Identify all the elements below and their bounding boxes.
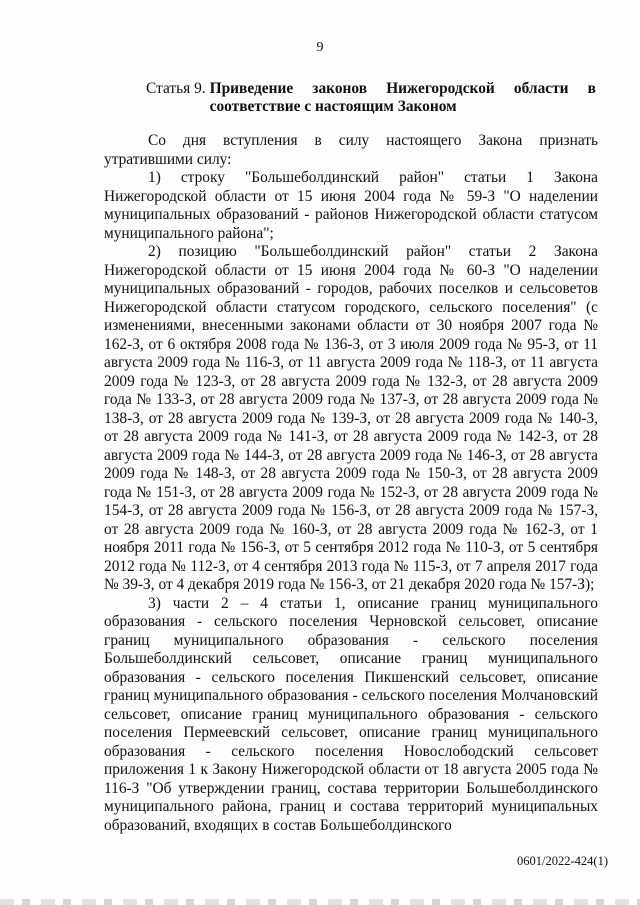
article-heading: [118, 80, 596, 117]
article-number: Статья 9.: [146, 80, 206, 97]
article-body: [104, 132, 598, 835]
article-head-row: [118, 80, 596, 117]
item-1-paragraph: 1) строку "Большеболдинский район" статьи 1 Закона Нижегородской области от 15 июня 2004 года № 59-З "О наделении муниципальных образований - районов Нижегородской области статусом муниципального района";: [104, 169, 598, 242]
document-code: 0601/2022-424(1): [517, 854, 608, 868]
scan-edge-artifact: [0, 899, 640, 905]
article-title: Приведение законов Нижегородской области в соответствие с настоящим Законом: [209, 80, 596, 116]
page-number: 9: [316, 40, 324, 55]
item-3-paragraph: 3) части 2 – 4 статьи 1, описание границ муниципального образования - сельского поселения Черновской сельсовет, описание границ муниципального образования - сельского поселения Большеболдинский сельсовет, описание границ муниципального образования - сельского поселения Пикшенский сельсовет, описание границ муниципального образования - сельского поселения Молчановский сельсовет, описание границ муниципального образования - сельского поселения Пермеевский сельсовет, описание границ муниципального образования - сельского поселения Новослободский сельсовет приложения 1 к Закону Нижегородской области от 18 августа 2005 года № 116-З "Об утверждении границ, состава территории Большеболдинского муниципального района, границ и состава территорий муниципальных образований, входящих в состав Большеболдинского: [104, 594, 598, 834]
item-2-paragraph: 2) позицию "Большеболдинский район" статьи 2 Закона Нижегородской области от 15 июня 2004 года № 60-З "О наделении муниципальных образований - городов, рабочих поселков и сельсоветов Нижегородской области статусом городского, сельского поселения" (с изменениями, внесенными законами области от 30 ноября 2007 года № 162-З, от 6 октября 2008 года № 136-З, от 3 июля 2009 года № 95-З, от 11 августа 2009 года № 116-З, от 11 августа 2009 года № 118-З, от 11 августа 2009 года № 123-З, от 28 августа 2009 года № 132-З, от 28 августа 2009 года № 133-З, от 28 августа 2009 года № 137-З, от 28 августа 2009 года № 138-З, от 28 августа 2009 года № 139-З, от 28 августа 2009 года № 140-З, от 28 августа 2009 года № 141-З, от 28 августа 2009 года № 142-З, от 28 августа 2009 года № 144-З, от 28 августа 2009 года № 146-З, от 28 августа 2009 года № 148-З, от 28 августа 2009 года № 150-З, от 28 августа 2009 года № 151-З, от 28 августа 2009 года № 152-З, от 28 августа 2009 года № 154-З, от 28 августа 2009 года № 156-З, от 28 августа 2009 года № 157-З, от 28 августа 2009 года № 160-З, от 28 августа 2009 года № 162-З, от 1 ноября 2011 года № 156-З, от 5 сентября 2012 года № 110-З, от 5 сентября 2012 года № 112-З, от 4 сентября 2013 года № 115-З, от 7 апреля 2017 года № 39-З, от 4 декабря 2019 года № 156-З, от 21 декабря 2020 года № 157-З);: [104, 243, 598, 593]
intro-paragraph: Со дня вступления в силу настоящего Закона признать утратившими силу:: [104, 132, 598, 168]
